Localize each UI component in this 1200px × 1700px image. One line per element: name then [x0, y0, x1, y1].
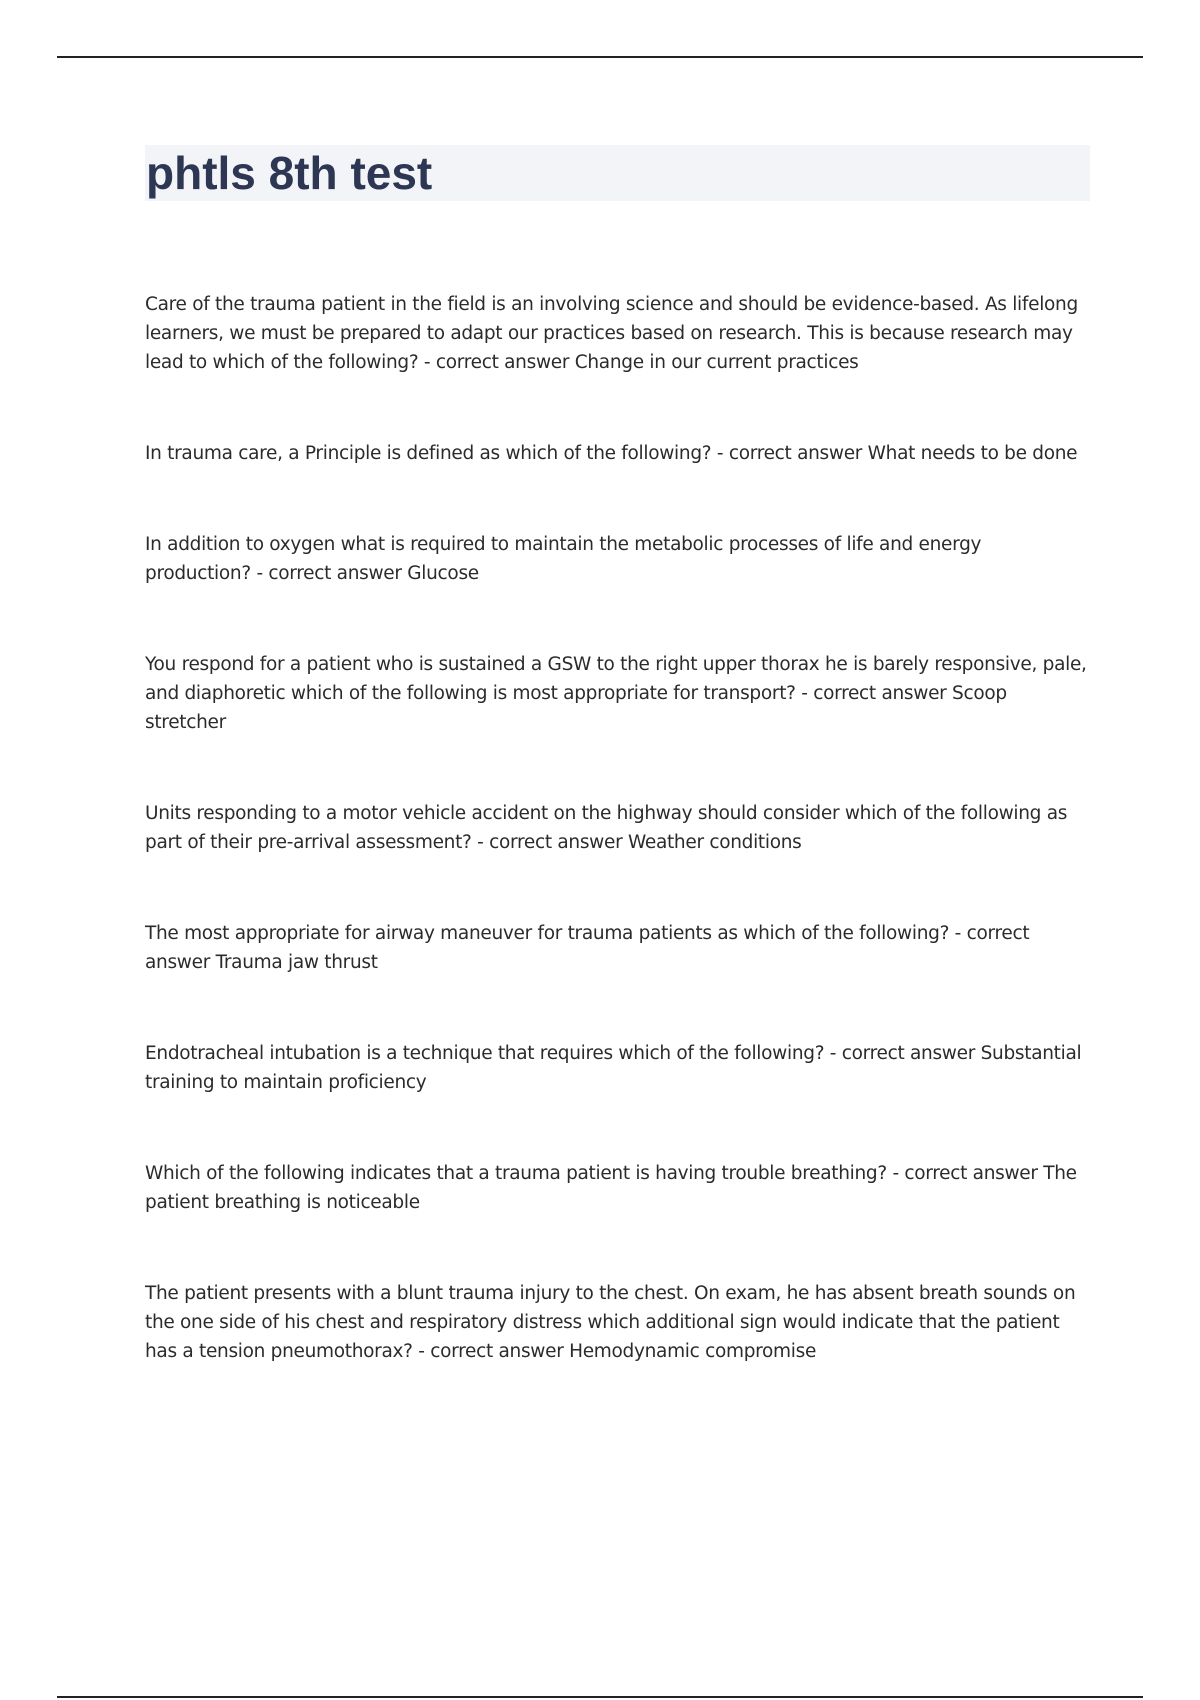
question-list: [145, 290, 1090, 1366]
footer-rule: [57, 1696, 1143, 1698]
page-title: phtls 8th test: [146, 147, 433, 199]
question-item-1: Care of the trauma patient in the field is an involving science and should be evidence-based. As lifelong learners, we must be prepared to adapt our practices based on research. This is because research may lead to which of the following? - correct answer Change in our current practices: [145, 294, 1078, 373]
question-item-6: The most appropriate for airway maneuver for trauma patients as which of the following? - correct answer Trauma jaw thrust: [145, 923, 1030, 973]
question-item-5: Units responding to a motor vehicle accident on the highway should consider which of the following as part of their pre-arrival assessment? - correct answer Weather conditions: [145, 803, 1068, 853]
header-rule: [57, 56, 1143, 58]
question-item-9: The patient presents with a blunt trauma injury to the chest. On exam, he has absent breath sounds on the one side of his chest and respiratory distress which additional sign would indicate that the patient has a tension pneumothorax? - correct answer Hemodynamic compromise: [145, 1283, 1076, 1362]
question-item-4: You respond for a patient who is sustained a GSW to the right upper thorax he is barely responsive, pale, and diaphoretic which of the following is most appropriate for transport? - correct answer Scoop stretcher: [145, 654, 1087, 733]
question-item-7: Endotracheal intubation is a technique that requires which of the following? - correct answer Substantial training to maintain proficiency: [145, 1043, 1082, 1093]
question-item-8: Which of the following indicates that a trauma patient is having trouble breathing? - correct answer The patient breathing is noticeable: [145, 1163, 1077, 1213]
question-item-2: In trauma care, a Principle is defined as which of the following? - correct answer What needs to be done: [145, 443, 1078, 464]
question-item-3: In addition to oxygen what is required to maintain the metabolic processes of life and energy production? - correct answer Glucose: [145, 534, 982, 584]
